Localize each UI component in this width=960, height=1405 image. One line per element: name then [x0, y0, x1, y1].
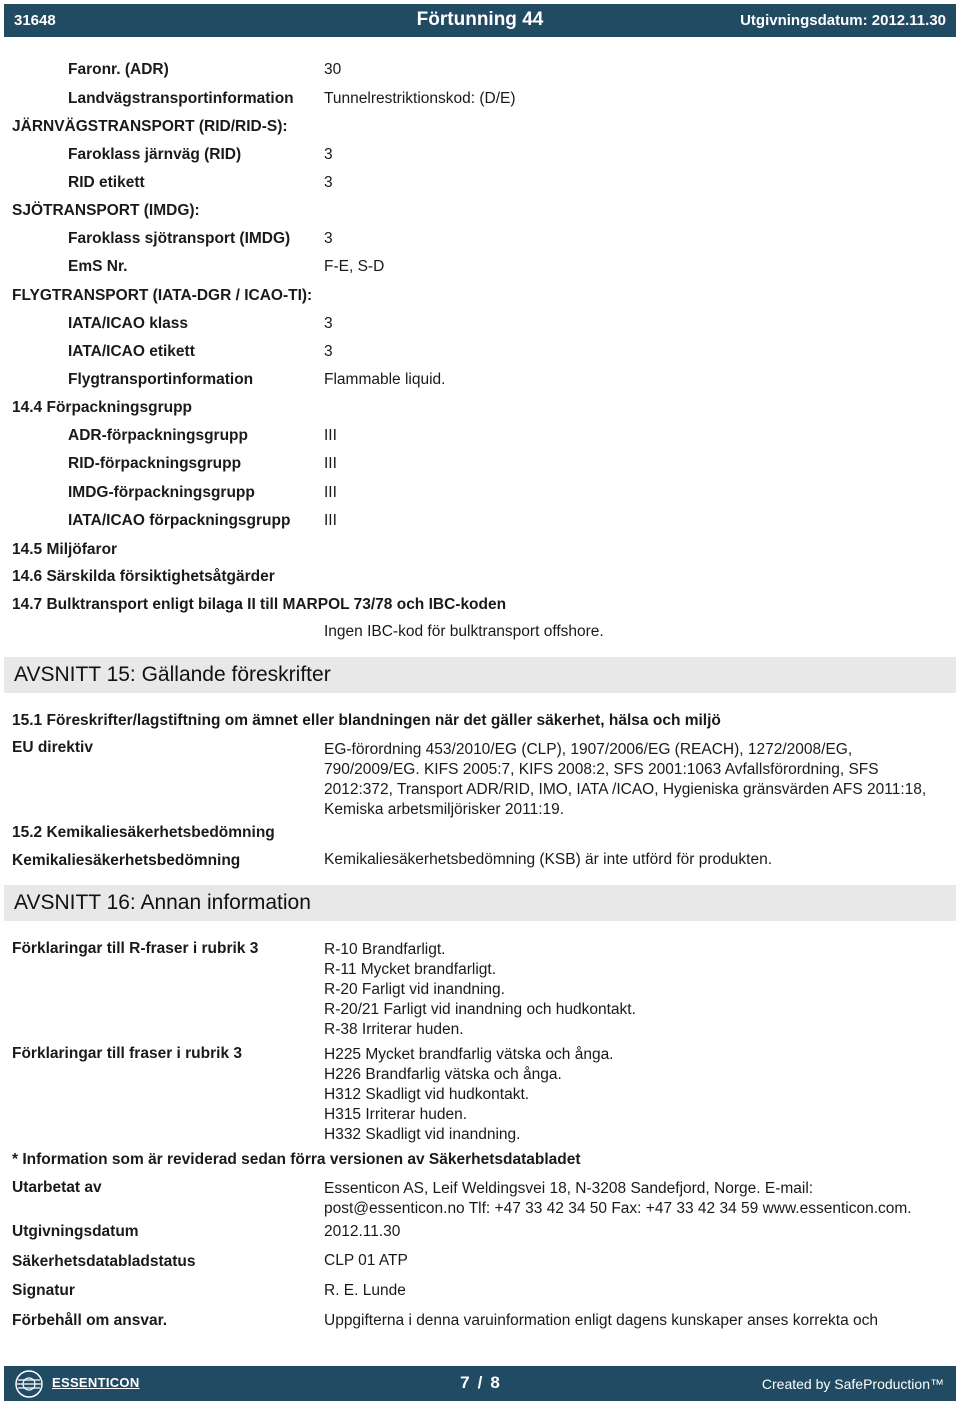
iata-pg-value: III — [324, 512, 337, 529]
r-phrase: R-20/21 Farligt vid inandning och hudkontakt. — [324, 1001, 636, 1018]
rid-pg-value: III — [324, 455, 337, 472]
air-info-label: Flygtransportinformation — [68, 371, 254, 388]
sds-status-value: CLP 01 ATP — [324, 1252, 408, 1269]
prepared-by-line: post@essenticon.no Tlf: +47 33 42 34 50 Fax: +47 33 42 34 59 www.essenticon.com. — [324, 1200, 912, 1217]
precautions-heading: 14.6 Särskilda försiktighetsåtgärder — [12, 568, 275, 585]
r-phrase: R-20 Farligt vid inandning. — [324, 981, 505, 998]
section-16-header — [4, 885, 956, 921]
rail-class-label: Faroklass järnväg (RID) — [68, 146, 242, 163]
h-phrase: H332 Skadligt vid inandning. — [324, 1126, 521, 1143]
h-phrase: H312 Skadligt vid hudkontakt. — [324, 1086, 530, 1103]
rail-heading: JÄRNVÄGSTRANSPORT (RID/RID-S): — [12, 118, 288, 135]
eu-directive-text — [324, 740, 926, 820]
sea-heading: SJÖTRANSPORT (IMDG): — [12, 202, 200, 219]
brand-name: ESSENTICON — [52, 1375, 140, 1390]
signature-label: Signatur — [12, 1282, 75, 1299]
h-phrase: H225 Mycket brandfarlig vätska och ånga. — [324, 1046, 614, 1063]
h-phrase: H226 Brandfarlig vätska och ånga. — [324, 1066, 562, 1083]
sea-class-label: Faroklass sjötransport (IMDG) — [68, 230, 291, 247]
disclaimer-value: Uppgifterna i denna varuinformation enligt dagens kunskaper anses korrekta och — [324, 1312, 879, 1329]
imdg-pg-value: III — [324, 484, 337, 501]
eu-directive-line: EG-förordning 453/2010/EG (CLP), 1907/2006/EG (REACH), 1272/2008/EG, — [324, 741, 853, 758]
packing-heading: 14.4 Förpackningsgrupp — [12, 399, 193, 416]
sea-class-value: 3 — [324, 230, 333, 247]
eu-directive-line: Kemiska arbetsmiljörisker 2011:19. — [324, 801, 565, 818]
adr-pg-value: III — [324, 427, 337, 444]
page-current: 7 — [460, 1373, 470, 1392]
road-info-label: Landvägstransportinformation — [68, 90, 294, 107]
document-id: 31648 — [14, 12, 56, 29]
r-phrases-label: Förklaringar till R-fraser i rubrik 3 — [12, 940, 259, 957]
csa-label: Kemikaliesäkerhetsbedömning — [12, 852, 241, 869]
r-phrase: R-11 Mycket brandfarligt. — [324, 961, 496, 978]
page-footer — [4, 1366, 956, 1401]
regulations-subheading: 15.1 Föreskrifter/lagstiftning om ämnet eller blandningen när det gäller säkerhet, hälsa och miljö — [12, 712, 721, 729]
ems-label: EmS Nr. — [68, 258, 128, 275]
page-separator: / — [477, 1373, 483, 1392]
revised-note: * Information som är reviderad sedan förra versionen av Säkerhetsdatabladet — [12, 1151, 581, 1168]
product-name: Förtunning 44 — [416, 9, 544, 30]
un-hazard-value: 30 — [324, 61, 342, 78]
iata-label-label: IATA/ICAO etikett — [68, 343, 195, 360]
rid-label-label: RID etikett — [68, 174, 145, 191]
page-header — [4, 4, 956, 37]
section-15-title: AVSNITT 15: Gällande föreskrifter — [14, 663, 331, 686]
section-16-title: AVSNITT 16: Annan information — [14, 891, 311, 914]
eu-directive-label: EU direktiv — [12, 739, 93, 756]
issue-date-label: Utgivningsdatum — [12, 1223, 139, 1240]
air-info-value: Flammable liquid. — [324, 371, 446, 388]
eu-directive-line: 790/2009/EG. KIFS 2005:7, KIFS 2008:2, SFS 2001:1063 Avfallsförordning, SFS — [324, 761, 879, 778]
h-phrases-label: Förklaringar till fraser i rubrik 3 — [12, 1045, 242, 1062]
iata-label-value: 3 — [324, 343, 333, 360]
r-phrases-list — [324, 940, 636, 1040]
un-hazard-label: Faronr. (ADR) — [68, 61, 169, 78]
prepared-by-value — [324, 1179, 912, 1219]
section-15-header — [4, 657, 956, 693]
rail-class-value: 3 — [324, 146, 333, 163]
rid-pg-label: RID-förpackningsgrupp — [68, 455, 242, 472]
r-phrase: R-10 Brandfarligt. — [324, 941, 446, 958]
r-phrase: R-38 Irriterar huden. — [324, 1021, 464, 1038]
iata-class-value: 3 — [324, 315, 333, 332]
air-heading: FLYGTRANSPORT (IATA-DGR / ICAO-TI): — [12, 287, 313, 304]
prepared-by-line: Essenticon AS, Leif Weldingsvei 18, N-3208 Sandefjord, Norge. E-mail: — [324, 1180, 814, 1197]
rid-label-value: 3 — [324, 174, 333, 191]
ems-value: F-E, S-D — [324, 258, 385, 275]
sds-status-label: Säkerhetsdatabladstatus — [12, 1253, 196, 1270]
prepared-by-label: Utarbetat av — [12, 1179, 102, 1196]
env-heading: 14.5 Miljöfaror — [12, 541, 118, 558]
page-total: 8 — [490, 1373, 500, 1392]
road-info-value: Tunnelrestriktionskod: (D/E) — [324, 90, 516, 107]
adr-pg-label: ADR-förpackningsgrupp — [68, 427, 248, 444]
h-phrase: H315 Irriterar huden. — [324, 1106, 468, 1123]
eu-directive-line: 2012:372, Transport ADR/RID, IMO, IATA /ICAO, Hygieniska gränsvärden AFS 2011:18, — [324, 781, 927, 798]
issue-date: Utgivningsdatum: 2012.11.30 — [740, 12, 946, 29]
csa-value: Kemikaliesäkerhetsbedömning (KSB) är inte utförd för produkten. — [324, 851, 773, 868]
h-phrases-list — [324, 1045, 614, 1145]
issue-date-value: 2012.11.30 — [324, 1223, 401, 1240]
imdg-pg-label: IMDG-förpackningsgrupp — [68, 484, 255, 501]
iata-pg-label: IATA/ICAO förpackningsgrupp — [68, 512, 291, 529]
csa-subheading: 15.2 Kemikaliesäkerhetsbedömning — [12, 824, 275, 841]
bulk-value: Ingen IBC-kod för bulktransport offshore. — [324, 623, 604, 640]
iata-class-label: IATA/ICAO klass — [68, 315, 189, 332]
bulk-heading: 14.7 Bulktransport enligt bilaga II till MARPOL 73/78 och IBC-koden — [12, 596, 507, 613]
disclaimer-label: Förbehåll om ansvar. — [12, 1312, 168, 1329]
signature-value: R. E. Lunde — [324, 1282, 406, 1299]
creator-credit: Created by SafeProduction™ — [761, 1376, 944, 1392]
